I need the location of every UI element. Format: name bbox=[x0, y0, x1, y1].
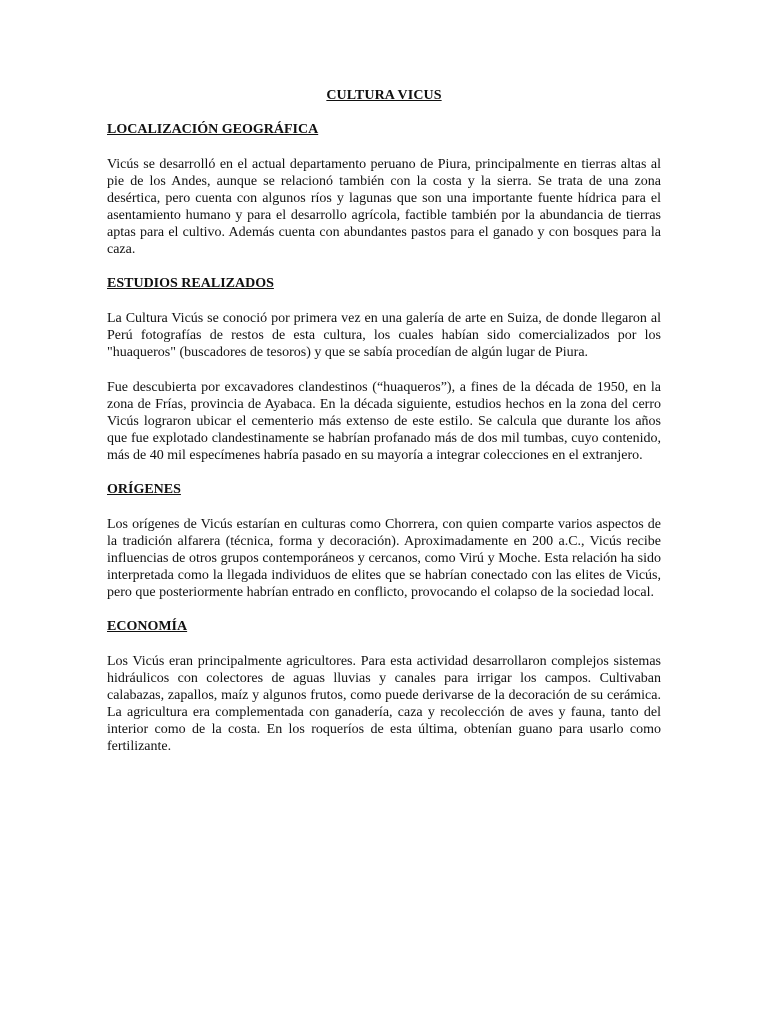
document-page bbox=[107, 88, 661, 773]
paragraph: Fue descubierta por excavadores clandestinos (“huaqueros”), a fines de la década de 1950, en la zona de Frías, provincia de Ayabaca. En la década siguiente, estudios hechos en la zona del cerro Vicús lograron ubicar el cementerio más extenso de este estilo. Se calcula que durante los años que fue explotado clandestinamente se habrían profanado más de dos mil tumbas, cuyo contenido, más de 40 mil especímenes habría pasado en su mayoría a integrar colecciones en el extranjero. bbox=[107, 380, 661, 463]
section-heading-origenes: ORÍGENES bbox=[107, 482, 181, 497]
section-localizacion bbox=[107, 122, 661, 258]
paragraph: Vicús se desarrolló en el actual departamento peruano de Piura, principalmente en tierras altas al pie de los Andes, aunque se relacionó también con la costa y la sierra. Se trata de una zona desértica, pero cuenta con algunos ríos y lagunas que son una importante fuente hídrica para el asentamiento humano y para el desarrollo agrícola, factible también por la abundancia de tierras aptas para el cultivo. Además cuenta con abundantes pastos para el ganado y con bosques para la caza. bbox=[107, 157, 661, 257]
paragraph: Los Vicús eran principalmente agricultores. Para esta actividad desarrollaron complejos sistemas hidráulicos con colectores de aguas lluvias y canales para irrigar los campos. Cultivaban calabazas, zapallos, maíz y algunos frutos, como puede derivarse de la decoración de su cerámica. La agricultura era complementada con ganadería, caza y recolección de aves y fauna, tanto del interior como de la costa. En los roqueríos de esta última, obtenían guano para usarlo como fertilizante. bbox=[107, 654, 661, 754]
section-economia bbox=[107, 619, 661, 755]
section-origenes bbox=[107, 482, 661, 601]
section-heading-estudios: ESTUDIOS REALIZADOS bbox=[107, 276, 274, 291]
paragraph: La Cultura Vicús se conoció por primera vez en una galería de arte en Suiza, de donde llegaron al Perú fotografías de restos de esta cultura, los cuales habían sido comercializados por los "huaqueros" (buscadores de tesoros) y que se sabía procedían de algún lugar de Piura. bbox=[107, 311, 661, 360]
section-estudios bbox=[107, 276, 661, 464]
document-title: CULTURA VICUS bbox=[326, 88, 442, 103]
paragraph: Los orígenes de Vicús estarían en culturas como Chorrera, con quien comparte varios aspectos de la tradición alfarera (técnica, forma y decoración). Aproximadamente en 200 a.C., Vicús recibe influencias de otros grupos contemporáneos y cercanos, como Virú y Moche. Esta relación ha sido interpretada como la llegada individuos de elites que se habrían conectado con las elites de Vicús, pero que posteriormente habrían entrado en conflicto, provocando el colapso de la sociedad local. bbox=[107, 517, 661, 600]
section-heading-economia: ECONOMÍA bbox=[107, 619, 188, 634]
section-heading-localizacion: LOCALIZACIÓN GEOGRÁFICA bbox=[107, 122, 319, 137]
